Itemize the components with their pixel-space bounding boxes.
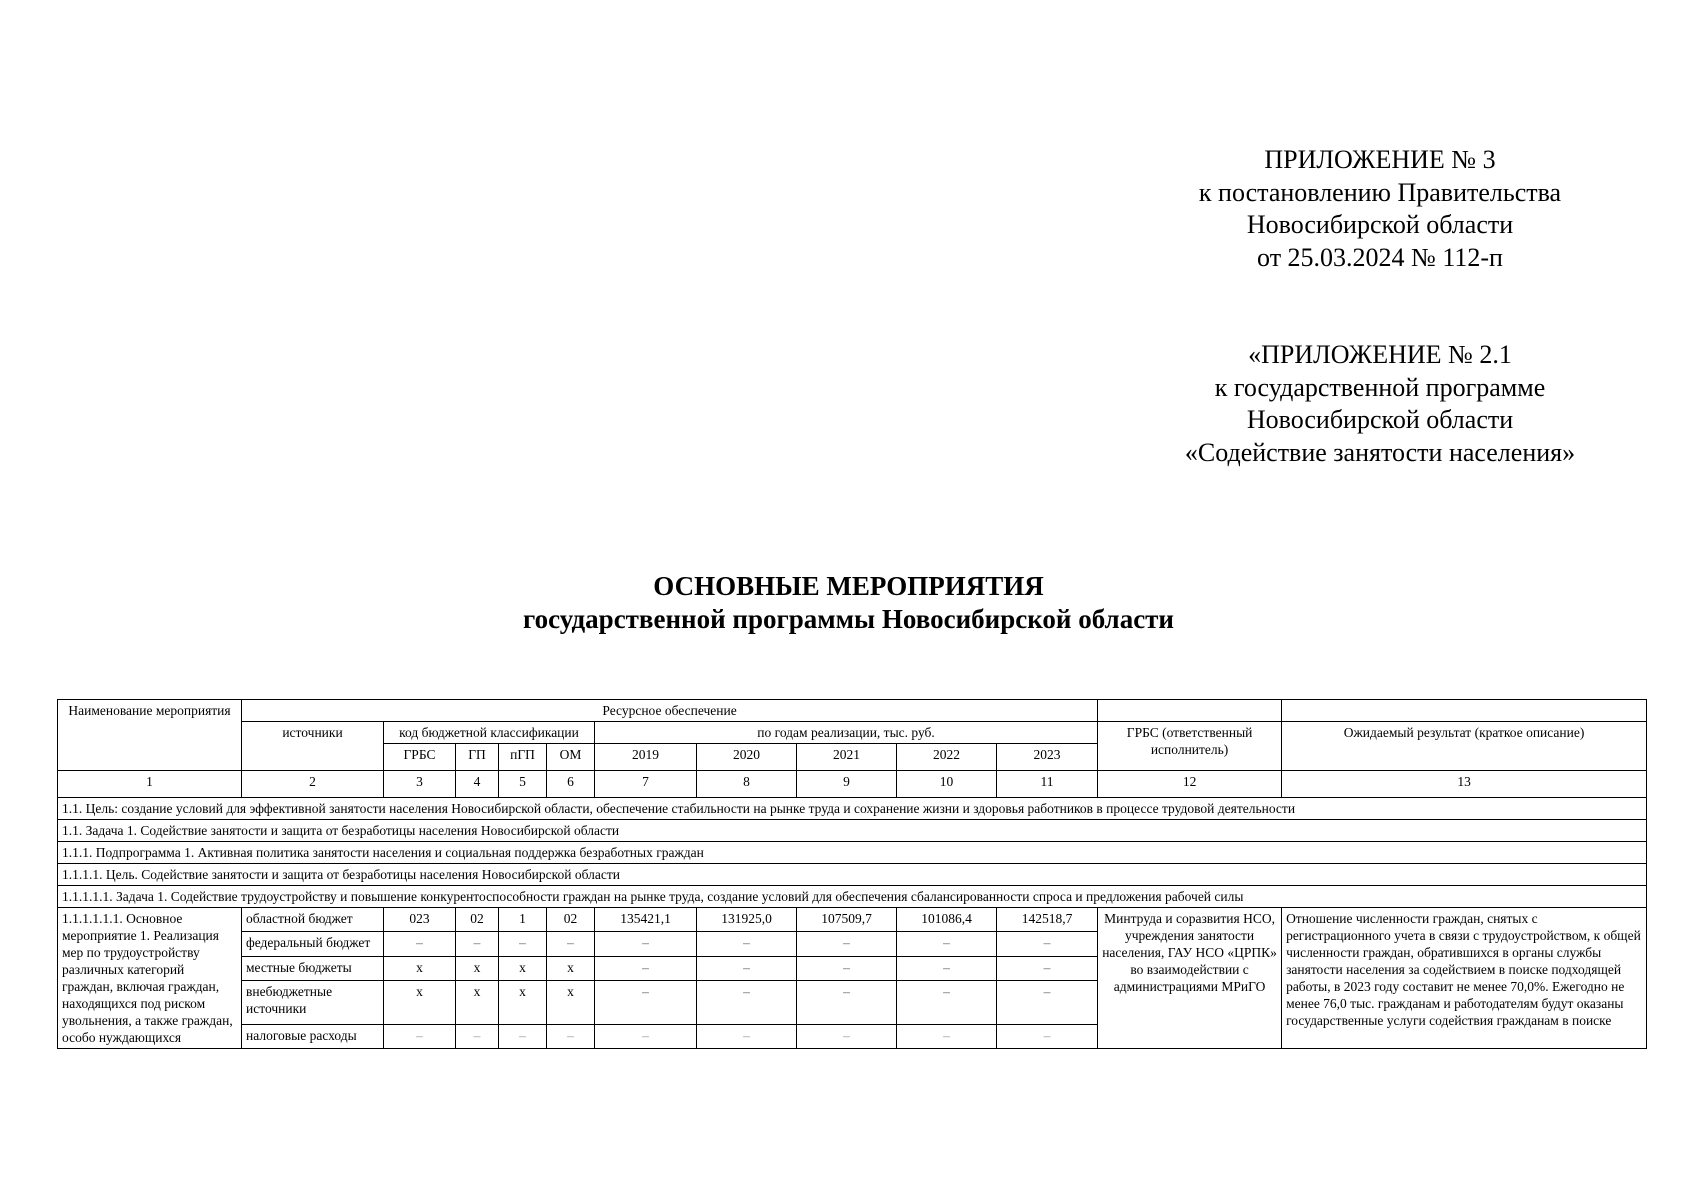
- code-grbs: –: [384, 1024, 456, 1048]
- value-2019: –: [595, 932, 697, 956]
- value-2020: –: [697, 956, 797, 980]
- appendix-3-header: [1150, 144, 1610, 274]
- code-grbs: x: [384, 981, 456, 1024]
- value-2019: 135421,1: [595, 908, 697, 932]
- appendix-3-line-2: к постановлению Правительства: [1198, 177, 1562, 207]
- column-number: 2: [242, 771, 384, 798]
- value-2021: –: [797, 1024, 897, 1048]
- code-om: x: [547, 956, 595, 980]
- header-resources: Ресурсное обеспечение: [242, 700, 1098, 722]
- value-2020: –: [697, 1024, 797, 1048]
- code-gp: 02: [456, 908, 499, 932]
- column-number: 10: [897, 771, 997, 798]
- source-label: внебюджетные источники: [242, 981, 384, 1024]
- value-2021: 107509,7: [797, 908, 897, 932]
- section-row: 1.1.1.1. Цель. Содействие занятости и защита от безработицы населения Новосибирской области: [58, 864, 1647, 886]
- value-2022: –: [897, 932, 997, 956]
- appendix-3-line-4: от 25.03.2024 № 112-п: [1257, 242, 1503, 272]
- appendix-2-1-line-1: «ПРИЛОЖЕНИЕ № 2.1: [1248, 340, 1512, 369]
- column-number: 5: [499, 771, 547, 798]
- header-pgp: пГП: [499, 744, 547, 771]
- section-row: 1.1. Задача 1. Содействие занятости и защита от безработицы населения Новосибирской области: [58, 820, 1647, 842]
- value-2021: –: [797, 956, 897, 980]
- code-pgp: x: [499, 981, 547, 1024]
- header-sources: источники: [242, 722, 384, 771]
- code-grbs: x: [384, 956, 456, 980]
- measure-expected-result: Отношение численности граждан, снятых с регистрационного учета в связи с трудоустройством, к общей численности граждан, обратившихся в органы службы занятости населения за содействием в поиске подходящей работы, в 2023 году составит не менее 70,0%. Ежегодно не менее 76,0 тыс. гражданам и работодателям будут оказаны государственные услуги содействия гражданам в поиске: [1282, 908, 1647, 1049]
- column-number: 12: [1098, 771, 1282, 798]
- measure-row: [58, 908, 1647, 932]
- title-line-1: ОСНОВНЫЕ МЕРОПРИЯТИЯ: [653, 571, 1044, 601]
- header-grbs: ГРБС: [384, 744, 456, 771]
- value-2021: –: [797, 932, 897, 956]
- appendix-2-1-line-3: Новосибирской области: [1246, 405, 1514, 434]
- value-2019: –: [595, 981, 697, 1024]
- code-om: x: [547, 981, 595, 1024]
- code-pgp: –: [499, 932, 547, 956]
- header-year-2023: 2023: [997, 744, 1098, 771]
- code-pgp: –: [499, 1024, 547, 1048]
- code-gp: x: [456, 956, 499, 980]
- header-year-2022: 2022: [897, 744, 997, 771]
- header-budget-code: код бюджетной классификации: [384, 722, 595, 744]
- header-empty-12: [1098, 700, 1282, 722]
- header-expected-result: Ожидаемый результат (краткое описание): [1282, 722, 1647, 771]
- column-numbers-row: [58, 771, 1647, 798]
- appendix-2-1-header: [1150, 339, 1610, 469]
- source-label: налоговые расходы: [242, 1024, 384, 1048]
- appendix-3-line-1: ПРИЛОЖЕНИЕ № 3: [1264, 145, 1496, 174]
- value-2019: –: [595, 956, 697, 980]
- code-gp: –: [456, 1024, 499, 1048]
- code-gp: x: [456, 981, 499, 1024]
- header-empty-13: [1282, 700, 1647, 722]
- source-label: местные бюджеты: [242, 956, 384, 980]
- value-2020: –: [697, 981, 797, 1024]
- column-number: 4: [456, 771, 499, 798]
- title-line-2: государственной программы Новосибирской области: [523, 604, 1174, 634]
- value-2021: –: [797, 981, 897, 1024]
- column-number: 9: [797, 771, 897, 798]
- header-om: ОМ: [547, 744, 595, 771]
- code-gp: –: [456, 932, 499, 956]
- column-number: 8: [697, 771, 797, 798]
- header-gp: ГП: [456, 744, 499, 771]
- value-2022: –: [897, 1024, 997, 1048]
- value-2022: –: [897, 956, 997, 980]
- value-2022: 101086,4: [897, 908, 997, 932]
- column-number: 11: [997, 771, 1098, 798]
- value-2023: –: [997, 932, 1098, 956]
- code-grbs: –: [384, 932, 456, 956]
- header-grbs-executor: ГРБС (ответственный исполнитель): [1098, 722, 1282, 771]
- header-year-2019: 2019: [595, 744, 697, 771]
- code-pgp: x: [499, 956, 547, 980]
- header-year-2021: 2021: [797, 744, 897, 771]
- header-year-2020: 2020: [697, 744, 797, 771]
- code-om: –: [547, 932, 595, 956]
- column-number: 6: [547, 771, 595, 798]
- column-number: 7: [595, 771, 697, 798]
- measure-name: 1.1.1.1.1.1. Основное мероприятие 1. Реализация мер по трудоустройству различных категорий граждан, включая граждан, находящихся под риском увольнения, а также граждан, особо нуждающихся: [58, 908, 242, 1049]
- header-by-years: по годам реализации, тыс. руб.: [595, 722, 1098, 744]
- value-2023: –: [997, 1024, 1098, 1048]
- appendix-2-1-line-2: к государственной программе: [1214, 372, 1546, 402]
- value-2023: 142518,7: [997, 908, 1098, 932]
- column-number: 3: [384, 771, 456, 798]
- appendix-2-1-line-4: «Содействие занятости населения»: [1184, 437, 1576, 467]
- source-label: областной бюджет: [242, 908, 384, 932]
- code-om: –: [547, 1024, 595, 1048]
- code-om: 02: [547, 908, 595, 932]
- value-2022: –: [897, 981, 997, 1024]
- document-title: [0, 570, 1697, 636]
- value-2020: –: [697, 932, 797, 956]
- header-name: Наименование мероприятия: [58, 700, 242, 771]
- column-number: 13: [1282, 771, 1647, 798]
- section-row: 1.1.1.1.1. Задача 1. Содействие трудоустройству и повышение конкурентоспособности граждан на рынке труда, создание условий для обеспечения сбалансированности спроса и предложения рабочей силы: [58, 886, 1647, 908]
- code-grbs: 023: [384, 908, 456, 932]
- value-2019: –: [595, 1024, 697, 1048]
- source-label: федеральный бюджет: [242, 932, 384, 956]
- measures-table: [57, 699, 1647, 1049]
- appendix-3-line-3: Новосибирской области: [1246, 210, 1514, 239]
- code-pgp: 1: [499, 908, 547, 932]
- column-number: 1: [58, 771, 242, 798]
- section-row: 1.1.1. Подпрограмма 1. Активная политика занятости населения и социальная поддержка безработных граждан: [58, 842, 1647, 864]
- value-2023: –: [997, 981, 1098, 1024]
- measure-executor: Минтруда и соразвития НСО, учреждения занятости населения, ГАУ НСО «ЦРПК» во взаимодействии с администрациями МРиГО: [1098, 908, 1282, 1049]
- value-2020: 131925,0: [697, 908, 797, 932]
- value-2023: –: [997, 956, 1098, 980]
- section-row: 1.1. Цель: создание условий для эффективной занятости населения Новосибирской области, обеспечение стабильности на рынке труда и сохранение жизни и здоровья работников в процессе трудовой деятельности: [58, 798, 1647, 820]
